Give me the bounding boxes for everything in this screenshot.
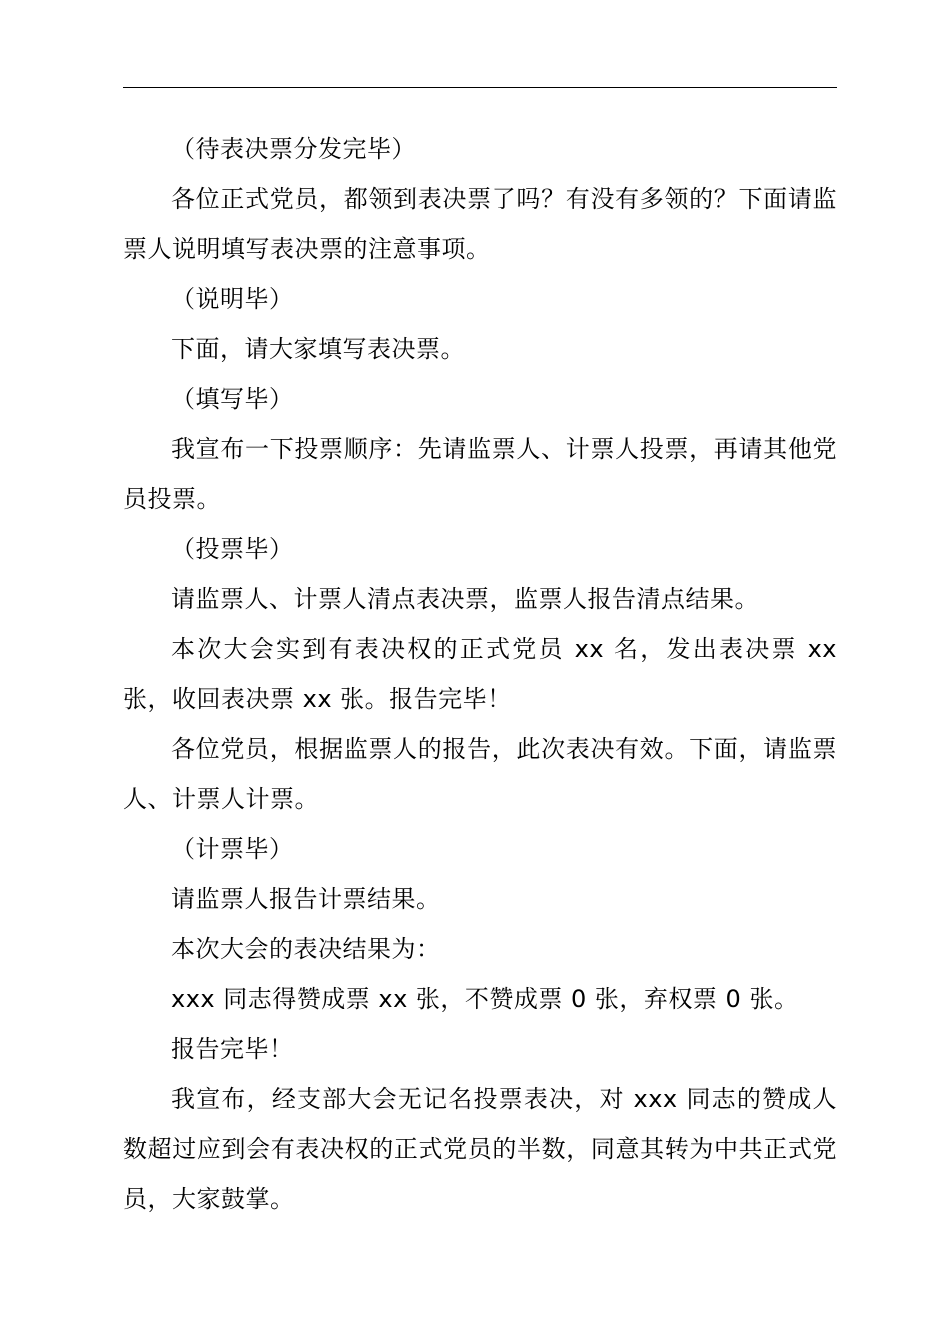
paragraph: 请监票人报告计票结果。: [171, 885, 441, 913]
paragraph: 各位党员，根据监票人的报告，此次表决有效。下面，请监票人、计票人计票。: [123, 735, 837, 813]
paragraph: （填写毕）: [171, 385, 294, 413]
paragraph: （计票毕）: [171, 835, 294, 863]
paragraph: （待表决票分发完毕）: [171, 135, 416, 163]
paragraph: 我宣布，经支部大会无记名投票表决，对 xxx 同志的赞成人数超过应到会有表决权的正式党员的半数，同意其转为中共正式党员，大家鼓掌。: [123, 1085, 837, 1213]
paragraph: 本次大会的表决结果为：: [171, 935, 441, 963]
header-rule: [123, 87, 837, 88]
paragraph: 我宣布一下投票顺序：先请监票人、计票人投票，再请其他党员投票。: [123, 435, 837, 513]
paragraph: 本次大会实到有表决权的正式党员 xx 名，发出表决票 xx 张，收回表决票 xx 张。报告完毕！: [123, 635, 837, 713]
paragraph: 各位正式党员，都领到表决票了吗？有没有多领的？下面请监票人说明填写表决票的注意事项。: [123, 185, 837, 263]
paragraph: （说明毕）: [171, 285, 294, 313]
paragraph: 报告完毕！: [171, 1035, 294, 1063]
paragraph: xxx 同志得赞成票 xx 张，不赞成票 0 张，弃权票 0 张。: [171, 985, 799, 1013]
paragraph: （投票毕）: [171, 535, 294, 563]
paragraph: 下面，请大家填写表决票。: [171, 335, 465, 363]
paragraph: 请监票人、计票人清点表决票，监票人报告清点结果。: [171, 585, 759, 613]
document-body: [123, 124, 837, 1224]
